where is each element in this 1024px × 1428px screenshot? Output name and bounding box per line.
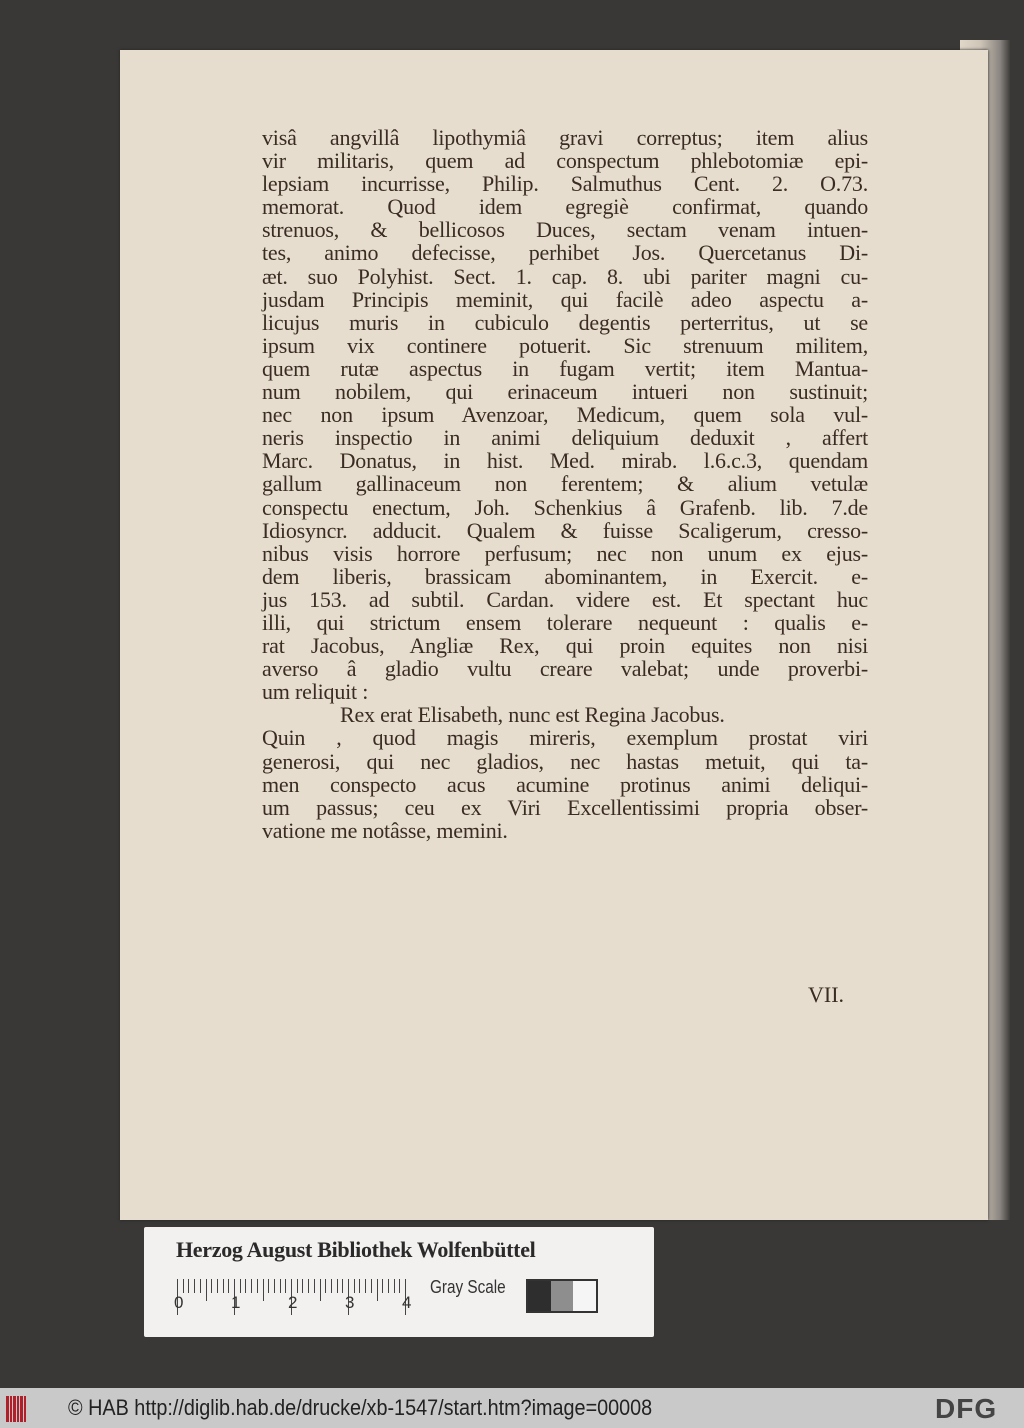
text-line: æt. suo Polyhist. Sect. 1. cap. 8. ubi pariter magni cu- xyxy=(262,263,868,289)
ruler-number: 1 xyxy=(231,1293,241,1312)
text-line: jusdam Principis meminit, qui facilè adeo aspectu a- xyxy=(262,286,868,312)
ruler-number: 2 xyxy=(288,1293,298,1312)
ruler-tick xyxy=(280,1279,281,1293)
text-line: jus 153. ad subtil. Cardan. videre est. Et spectant huc xyxy=(262,586,868,612)
text-line: vatione me notâsse, memini. xyxy=(262,817,508,843)
ruler-tick xyxy=(183,1279,184,1293)
text-line: averso â gladio vultu creare valebat; unde proverbi- xyxy=(262,656,868,682)
ruler-number: 4 xyxy=(402,1293,412,1312)
text-line: um reliquit : xyxy=(262,679,369,705)
ruler-tick xyxy=(377,1279,378,1301)
ruler-tick xyxy=(240,1279,241,1293)
ruler-tick xyxy=(314,1279,315,1293)
gray-scale-patch xyxy=(551,1281,574,1311)
ruler-tick xyxy=(206,1279,207,1301)
text-line: tes, animo defecisse, perhibet Jos. Quercetanus Di- xyxy=(262,240,868,266)
ruler-tick xyxy=(274,1279,275,1293)
ruler-tick xyxy=(325,1279,326,1293)
ruler-tick xyxy=(371,1279,372,1293)
text-line: ipsum vix continere potuerit. Sic strenuum militem, xyxy=(262,332,868,358)
text-line: lepsiam incurrisse, Philip. Salmuthus Cent. 2. O.73. xyxy=(262,171,868,197)
text-line: visâ angvillâ lipothymiâ gravi correptus; item alius xyxy=(262,125,868,150)
text-line: nibus visis horrore perfusum; nec non unum ex ejus- xyxy=(262,540,868,566)
text-line: gallum gallinaceum non ferentem; & alium vetulæ xyxy=(262,471,868,497)
ruler-tick xyxy=(268,1279,269,1293)
text-line: num nobilem, qui erinaceum intueri non sustinuit; xyxy=(262,379,868,405)
ruler-tick xyxy=(251,1279,252,1293)
gray-scale-swatch xyxy=(526,1279,598,1313)
ruler-tick xyxy=(194,1279,195,1293)
ruler-tick xyxy=(354,1279,355,1293)
ruler-tick xyxy=(223,1279,224,1293)
gray-scale-label: Gray Scale xyxy=(430,1277,506,1297)
ruler-tick xyxy=(245,1279,246,1293)
library-name: Herzog August Bibliothek Wolfenbüttel xyxy=(176,1237,536,1262)
ruler-tick xyxy=(257,1279,258,1293)
ruler-tick xyxy=(359,1279,360,1293)
text-line: nec non ipsum Avenzoar, Medicum, quem sola vul- xyxy=(262,402,868,428)
text-line: conspectu enectum, Joh. Schenkius â Grafenb. lib. 7.de xyxy=(262,494,868,520)
ruler-tick xyxy=(200,1279,201,1293)
ruler-tick xyxy=(382,1279,383,1293)
ruler-tick xyxy=(297,1279,298,1293)
text-line: rat Jacobus, Angliæ Rex, qui proin equites non nisi xyxy=(262,633,868,659)
text-line: Rex erat Elisabeth, nunc est Regina Jacobus. xyxy=(340,702,725,728)
ruler-tick xyxy=(188,1279,189,1293)
text-line: memorat. Quod idem egregiè confirmat, quando xyxy=(262,194,868,220)
ruler-tick xyxy=(302,1279,303,1293)
ruler-tick xyxy=(285,1279,286,1293)
ruler-tick xyxy=(217,1279,218,1293)
text-line: neris inspectio in animi deliquium deduxit , affert xyxy=(262,425,868,451)
text-line: Quin , quod magis mireris, exemplum prostat viri xyxy=(262,725,868,751)
text-line: licujus muris in cubiculo degentis perterritus, ut se xyxy=(262,309,868,335)
text-line: illi, qui strictum ensem tolerare nequeunt : qualis e- xyxy=(262,609,868,635)
ruler-tick xyxy=(320,1279,321,1301)
page-text xyxy=(262,126,868,842)
ruler-tick xyxy=(308,1279,309,1293)
text-line: men conspecto acus acumine protinus animi deliqui- xyxy=(262,771,868,797)
ruler-tick xyxy=(211,1279,212,1293)
text-line: strenuos, & bellicosos Duces, sectam venam intuen- xyxy=(262,217,868,243)
gray-scale-patch xyxy=(573,1281,596,1311)
ruler-number: 0 xyxy=(174,1293,184,1312)
text-line: um passus; ceu ex Viri Excellentissimi propria obser- xyxy=(262,794,868,820)
dfg-logo: DFG xyxy=(935,1393,998,1424)
ruler-tick xyxy=(342,1279,343,1293)
ruler-tick xyxy=(331,1279,332,1293)
library-label xyxy=(144,1227,654,1337)
hab-logo-icon xyxy=(6,1396,26,1422)
ruler-tick xyxy=(337,1279,338,1293)
text-line: dem liberis, brassicam abominantem, in Exercit. e- xyxy=(262,563,868,589)
ruler-tick xyxy=(263,1279,264,1301)
ruler-tick xyxy=(228,1279,229,1293)
ruler-tick xyxy=(394,1279,395,1293)
catchword: VII. xyxy=(808,982,845,1007)
text-line: Marc. Donatus, in hist. Med. mirab. l.6.c.3, quendam xyxy=(262,448,868,474)
text-line: Idiosyncr. adducit. Qualem & fuisse Scaligerum, cresso- xyxy=(262,517,868,543)
ruler-tick xyxy=(388,1279,389,1293)
ruler-tick xyxy=(399,1279,400,1293)
text-line: generosi, qui nec gladios, nec hastas metuit, qui ta- xyxy=(262,748,868,774)
ruler-number: 3 xyxy=(345,1293,355,1312)
text-line: quem rutæ aspectus in fugam vertit; item Mantua- xyxy=(262,355,868,381)
gray-scale-patch xyxy=(528,1281,551,1311)
ruler-tick xyxy=(365,1279,366,1293)
copyright-url[interactable]: © HAB http://diglib.hab.de/drucke/xb-1547/start.htm?image=00008 xyxy=(68,1395,653,1420)
text-line: vir militaris, quem ad conspectum phlebotomiæ epi- xyxy=(262,148,868,174)
footer-bar xyxy=(0,1388,1024,1428)
